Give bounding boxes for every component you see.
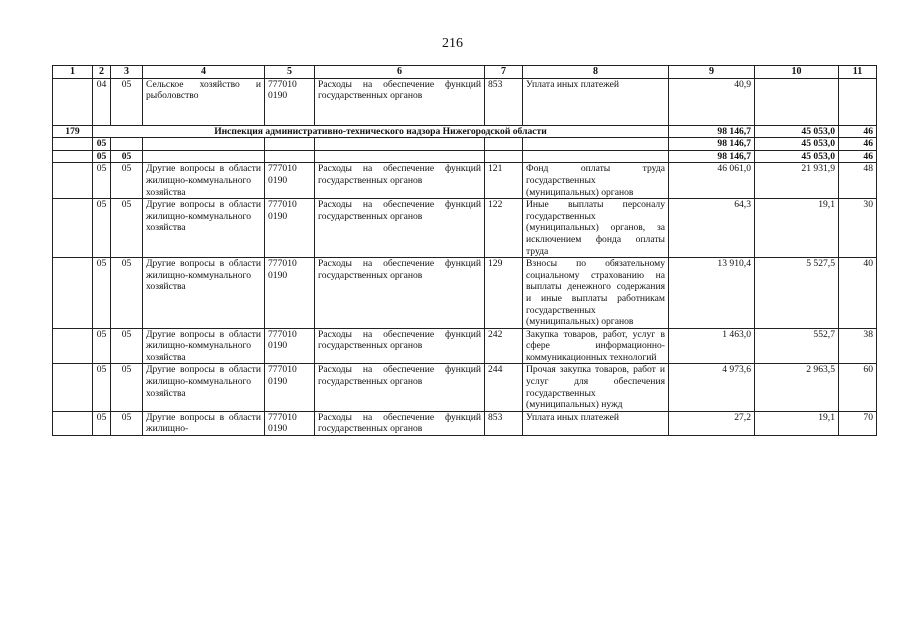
page-number: 216 — [442, 36, 463, 51]
agency-plan: 98 146,7 — [669, 125, 755, 138]
cell-subsection-name: Другие вопросы в области жилищно-коммунального хозяйства — [143, 364, 265, 411]
cell-section: 05 — [93, 364, 111, 411]
cell-expense-name: Закупка товаров, работ, услуг в сфере информационно-коммуникационных технологий — [523, 328, 669, 364]
cell-percent: 46 — [839, 138, 877, 151]
table-row — [53, 199, 877, 258]
cell-expense-name: Прочая закупка товаров, работ и услуг для обеспечения государственных (муниципальных) нужд — [523, 364, 669, 411]
cell-target-name: Расходы на обеспечение функций государственных органов — [315, 163, 485, 199]
cell-subsection: 05 — [111, 199, 143, 258]
cell-target-name — [315, 150, 485, 163]
cell-plan: 40,9 — [669, 78, 755, 125]
cell-subsection-name: Другие вопросы в области жилищно-коммунального хозяйства — [143, 199, 265, 258]
cell-plan: 64,3 — [669, 199, 755, 258]
agency-percent: 46 — [839, 125, 877, 138]
column-number: 8 — [523, 66, 669, 79]
cell-subsection: 05 — [111, 78, 143, 125]
cell-subsection: 05 — [111, 411, 143, 435]
table-row — [53, 364, 877, 411]
cell-percent: 60 — [839, 364, 877, 411]
cell-subsection-name: Сельское хозяйство и рыболовство — [143, 78, 265, 125]
cell-subsection: 05 — [111, 150, 143, 163]
cell-percent: 30 — [839, 199, 877, 258]
cell-subsection: 05 — [111, 364, 143, 411]
cell-target-name: Расходы на обеспечение функций государственных органов — [315, 328, 485, 364]
cell-expense-type: 129 — [485, 258, 523, 329]
column-number: 2 — [93, 66, 111, 79]
agency-row — [53, 125, 877, 138]
cell-section: 05 — [93, 163, 111, 199]
column-number-row — [53, 66, 877, 79]
cell-plan: 4 973,6 — [669, 364, 755, 411]
cell-target-name: Расходы на обеспечение функций государственных органов — [315, 199, 485, 258]
subsection-row — [53, 150, 877, 163]
cell-plan: 46 061,0 — [669, 163, 755, 199]
cell-plan: 27,2 — [669, 411, 755, 435]
cell-target-name: Расходы на обеспечение функций государственных органов — [315, 258, 485, 329]
cell-plan: 1 463,0 — [669, 328, 755, 364]
cell-subsection: 05 — [111, 328, 143, 364]
agency-name: Инспекция административно-технического надзора Нижегородской области — [93, 125, 669, 138]
cell-agency — [53, 199, 93, 258]
cell-plan: 13 910,4 — [669, 258, 755, 329]
cell-agency — [53, 411, 93, 435]
agency-code: 179 — [53, 125, 93, 138]
cell-expense-name: Взносы по обязательному социальному страхованию на выплаты денежного содержания и иные выплаты работникам государственных (муниципальных) органов — [523, 258, 669, 329]
cell-subsection-name: Другие вопросы в области жилищно- — [143, 411, 265, 435]
cell-actual: 552,7 — [755, 328, 839, 364]
cell-expense-name: Фонд оплаты труда государственных (муниципальных) органов — [523, 163, 669, 199]
cell-percent: 38 — [839, 328, 877, 364]
cell-target-code: 777010 0190 — [265, 199, 315, 258]
table-row — [53, 411, 877, 435]
cell-expense-name: Уплата иных платежей — [523, 78, 669, 125]
cell-agency — [53, 150, 93, 163]
cell-target-name: Расходы на обеспечение функций государственных органов — [315, 78, 485, 125]
cell-actual — [755, 78, 839, 125]
cell-section: 05 — [93, 138, 111, 151]
cell-expense-type: 121 — [485, 163, 523, 199]
cell-agency — [53, 258, 93, 329]
budget-table — [52, 65, 877, 436]
cell-percent: 48 — [839, 163, 877, 199]
cell-target-code: 777010 0190 — [265, 364, 315, 411]
cell-plan: 98 146,7 — [669, 138, 755, 151]
table-row — [53, 78, 877, 125]
agency-actual: 45 053,0 — [755, 125, 839, 138]
cell-subsection-name: Другие вопросы в области жилищно-коммунального хозяйства — [143, 258, 265, 329]
cell-agency — [53, 328, 93, 364]
cell-target-code: 777010 0190 — [265, 78, 315, 125]
cell-actual: 45 053,0 — [755, 138, 839, 151]
cell-expense-type: 122 — [485, 199, 523, 258]
cell-target-code — [265, 150, 315, 163]
cell-section: 05 — [93, 150, 111, 163]
column-number: 4 — [143, 66, 265, 79]
column-number: 7 — [485, 66, 523, 79]
cell-subsection — [111, 138, 143, 151]
column-number: 11 — [839, 66, 877, 79]
cell-expense-type — [485, 150, 523, 163]
cell-subsection-name: Другие вопросы в области жилищно-коммунального хозяйства — [143, 328, 265, 364]
cell-expense-name — [523, 150, 669, 163]
cell-actual: 5 527,5 — [755, 258, 839, 329]
column-number: 10 — [755, 66, 839, 79]
cell-target-name: Расходы на обеспечение функций государственных органов — [315, 411, 485, 435]
table-row — [53, 163, 877, 199]
column-number: 3 — [111, 66, 143, 79]
cell-section: 05 — [93, 258, 111, 329]
cell-expense-type: 242 — [485, 328, 523, 364]
cell-plan: 98 146,7 — [669, 150, 755, 163]
cell-target-code: 777010 0190 — [265, 163, 315, 199]
cell-agency — [53, 78, 93, 125]
cell-target-name — [315, 138, 485, 151]
column-number: 6 — [315, 66, 485, 79]
column-number: 5 — [265, 66, 315, 79]
table-row — [53, 258, 877, 329]
cell-subsection-name — [143, 138, 265, 151]
cell-agency — [53, 138, 93, 151]
section-row — [53, 138, 877, 151]
cell-actual: 2 963,5 — [755, 364, 839, 411]
column-number: 9 — [669, 66, 755, 79]
cell-expense-type — [485, 138, 523, 151]
cell-percent: 70 — [839, 411, 877, 435]
cell-target-code — [265, 138, 315, 151]
cell-expense-name — [523, 138, 669, 151]
table-row — [53, 328, 877, 364]
cell-actual: 19,1 — [755, 411, 839, 435]
cell-target-code: 777010 0190 — [265, 258, 315, 329]
column-number: 1 — [53, 66, 93, 79]
cell-target-code: 777010 0190 — [265, 328, 315, 364]
cell-expense-type: 244 — [485, 364, 523, 411]
cell-percent: 46 — [839, 150, 877, 163]
cell-section: 04 — [93, 78, 111, 125]
cell-subsection: 05 — [111, 258, 143, 329]
cell-agency — [53, 364, 93, 411]
cell-percent: 40 — [839, 258, 877, 329]
cell-subsection: 05 — [111, 163, 143, 199]
cell-agency — [53, 163, 93, 199]
cell-subsection-name: Другие вопросы в области жилищно-коммунального хозяйства — [143, 163, 265, 199]
cell-expense-name: Иные выплаты персоналу государственных (муниципальных) органов, за исключением фонда оплаты труда — [523, 199, 669, 258]
cell-target-name: Расходы на обеспечение функций государственных органов — [315, 364, 485, 411]
cell-actual: 21 931,9 — [755, 163, 839, 199]
cell-expense-type: 853 — [485, 411, 523, 435]
cell-percent — [839, 78, 877, 125]
cell-actual: 19,1 — [755, 199, 839, 258]
cell-expense-type: 853 — [485, 78, 523, 125]
cell-target-code: 777010 0190 — [265, 411, 315, 435]
cell-actual: 45 053,0 — [755, 150, 839, 163]
cell-section: 05 — [93, 328, 111, 364]
cell-section: 05 — [93, 411, 111, 435]
cell-section: 05 — [93, 199, 111, 258]
cell-expense-name: Уплата иных платежей — [523, 411, 669, 435]
cell-subsection-name — [143, 150, 265, 163]
